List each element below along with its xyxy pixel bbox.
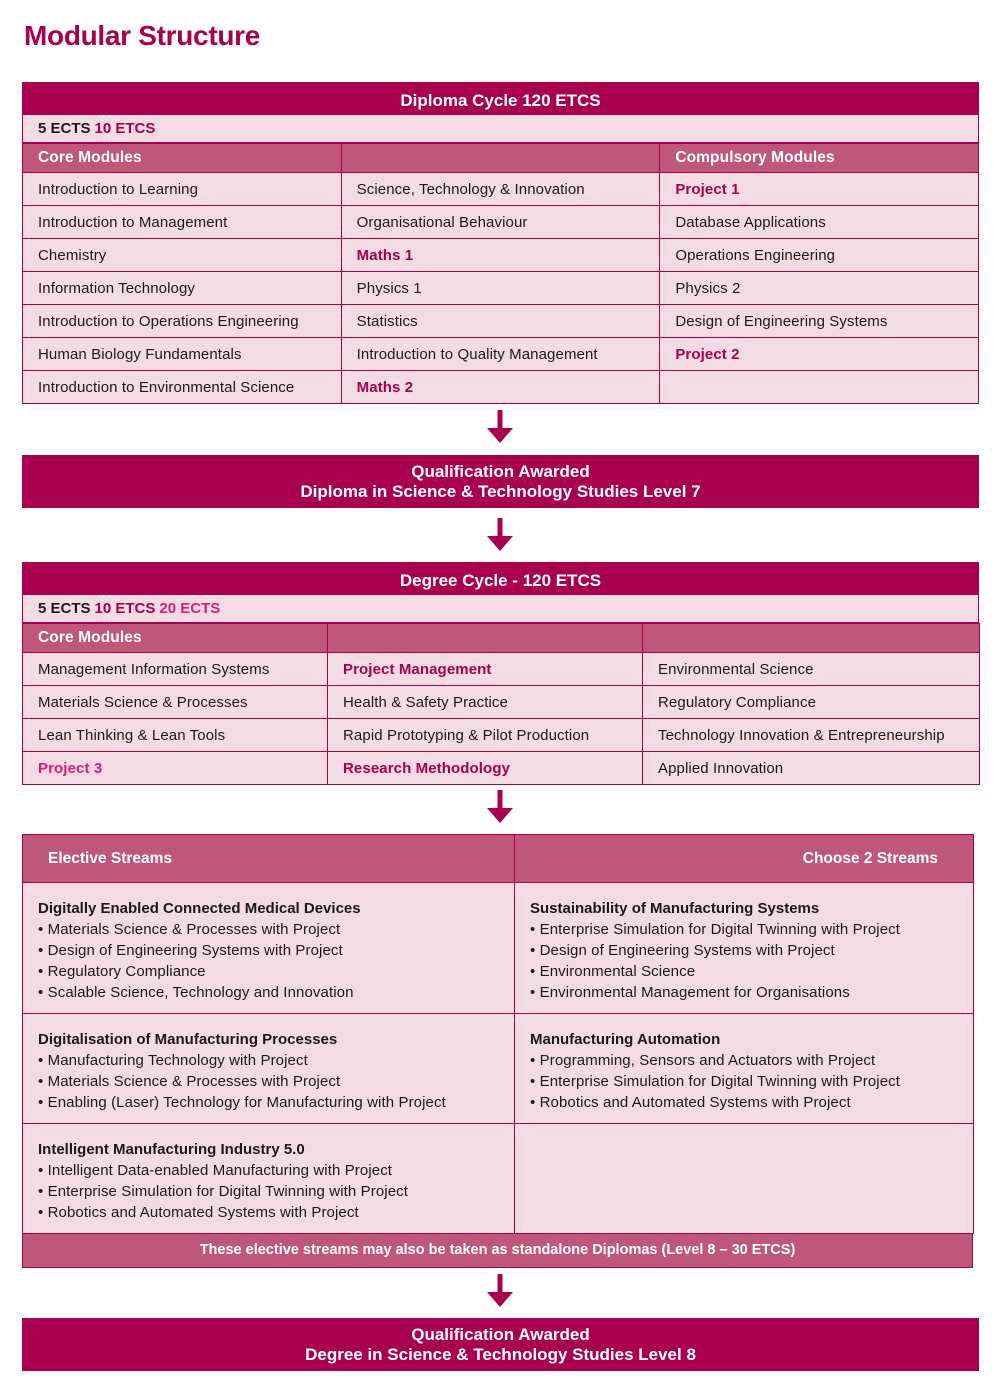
list-item: • Enterprise Simulation for Digital Twinning with Project	[530, 1073, 900, 1090]
module-cell: Database Applications	[660, 206, 979, 239]
module-cell: Information Technology	[23, 272, 342, 305]
core-modules-header: Core Modules	[23, 624, 328, 653]
module-cell: Introduction to Environmental Science	[23, 371, 342, 404]
module-cell: Regulatory Compliance	[643, 686, 980, 719]
module-cell: Introduction to Operations Engineering	[23, 305, 342, 338]
table-row	[23, 338, 979, 371]
module-cell: Design of Engineering Systems	[660, 305, 979, 338]
module-cell: Maths 2	[341, 371, 660, 404]
degree-cycle-section	[22, 562, 979, 785]
qualification-label: Qualification Awarded	[411, 462, 590, 481]
module-cell: Project 3	[23, 752, 328, 785]
module-cell: Health & Safety Practice	[328, 686, 643, 719]
module-cell	[660, 371, 979, 404]
list-item: • Design of Engineering Systems with Project	[530, 942, 835, 959]
ects-20-label: 20 ECTS	[159, 600, 221, 617]
page-title: Modular Structure	[24, 20, 261, 51]
stream-title: Sustainability of Manufacturing Systems	[530, 900, 820, 917]
ects-10-label: 10 ETCS	[94, 600, 156, 617]
ects-5-label: 5 ECTS	[38, 120, 91, 137]
degree-cycle-title: Degree Cycle - 120 ETCS	[22, 562, 979, 595]
stream-card	[23, 1124, 515, 1234]
stream-title: Digitalisation of Manufacturing Processes	[38, 1031, 338, 1048]
table-row	[23, 239, 979, 272]
diploma-cycle-title: Diploma Cycle 120 ETCS	[22, 82, 979, 115]
table-row	[23, 719, 980, 752]
empty-stream-card	[515, 1124, 974, 1234]
degree-ects-legend	[22, 595, 979, 623]
list-item: • Robotics and Automated Systems with Project	[530, 1094, 851, 1111]
qualification-name: Diploma in Science & Technology Studies Level 7	[300, 482, 701, 501]
module-cell: Chemistry	[23, 239, 342, 272]
degree-modules-table	[22, 623, 980, 785]
list-item: • Enterprise Simulation for Digital Twinning with Project	[530, 921, 900, 938]
module-cell: Materials Science & Processes	[23, 686, 328, 719]
module-cell: Research Methodology	[328, 752, 643, 785]
elective-streams-table	[22, 834, 974, 1234]
diploma-modules-table	[22, 143, 979, 404]
table-row	[23, 173, 979, 206]
module-cell: Science, Technology & Innovation	[341, 173, 660, 206]
module-cell: Operations Engineering	[660, 239, 979, 272]
list-item: • Enabling (Laser) Technology for Manufacturing with Project	[38, 1094, 446, 1111]
module-cell: Organisational Behaviour	[341, 206, 660, 239]
list-item: • Environmental Management for Organisations	[530, 984, 850, 1001]
list-item: • Intelligent Data-enabled Manufacturing with Project	[38, 1162, 393, 1179]
list-item: • Regulatory Compliance	[38, 963, 206, 980]
diploma-ects-legend	[22, 115, 979, 143]
down-arrow-icon	[485, 790, 515, 824]
stream-title: Digitally Enabled Connected Medical Devices	[38, 900, 361, 917]
module-cell: Physics 2	[660, 272, 979, 305]
stream-card	[515, 1014, 974, 1124]
module-cell: Technology Innovation & Entrepreneurship	[643, 719, 980, 752]
module-cell: Human Biology Fundamentals	[23, 338, 342, 371]
table-row	[23, 686, 980, 719]
diploma-cycle-section	[22, 82, 979, 404]
list-item: • Materials Science & Processes with Project	[38, 921, 341, 938]
table-row	[23, 272, 979, 305]
list-item: • Manufacturing Technology with Project	[38, 1052, 308, 1069]
table-row	[23, 206, 979, 239]
module-cell: Project Management	[328, 653, 643, 686]
column-header	[643, 624, 980, 653]
module-cell: Project 2	[660, 338, 979, 371]
module-cell: Lean Thinking & Lean Tools	[23, 719, 328, 752]
stream-title: Intelligent Manufacturing Industry 5.0	[38, 1141, 305, 1158]
module-cell: Physics 1	[341, 272, 660, 305]
core-modules-header: Core Modules	[23, 144, 342, 173]
table-row	[23, 305, 979, 338]
stream-card	[23, 1014, 515, 1124]
module-cell: Applied Innovation	[643, 752, 980, 785]
qualification-diploma-banner	[22, 455, 979, 508]
down-arrow-icon	[485, 410, 515, 444]
module-cell: Statistics	[341, 305, 660, 338]
list-item: • Materials Science & Processes with Project	[38, 1073, 341, 1090]
list-item: • Programming, Sensors and Actuators with Project	[530, 1052, 876, 1069]
choose-streams-header: Choose 2 Streams	[515, 835, 974, 883]
down-arrow-icon	[485, 518, 515, 552]
module-cell: Management Information Systems	[23, 653, 328, 686]
table-row	[23, 653, 980, 686]
list-item: • Scalable Science, Technology and Innovation	[38, 984, 354, 1001]
list-item: • Environmental Science	[530, 963, 696, 980]
qualification-name: Degree in Science & Technology Studies Level 8	[305, 1345, 696, 1364]
elective-streams-section	[22, 834, 973, 1268]
qualification-degree-banner	[22, 1318, 979, 1371]
down-arrow-icon	[485, 1274, 515, 1308]
elective-streams-note: These elective streams may also be taken as standalone Diplomas (Level 8 – 30 ETCS)	[22, 1234, 973, 1268]
table-row	[23, 752, 980, 785]
module-cell: Introduction to Quality Management	[341, 338, 660, 371]
elective-streams-header: Elective Streams	[23, 835, 515, 883]
module-cell: Introduction to Learning	[23, 173, 342, 206]
stream-card	[515, 883, 974, 1014]
module-cell: Project 1	[660, 173, 979, 206]
list-item: • Design of Engineering Systems with Project	[38, 942, 343, 959]
column-header	[341, 144, 660, 173]
ects-10-label: 10 ETCS	[94, 120, 156, 137]
stream-title: Manufacturing Automation	[530, 1031, 721, 1048]
compulsory-modules-header: Compulsory Modules	[660, 144, 979, 173]
table-row	[23, 371, 979, 404]
column-header	[328, 624, 643, 653]
list-item: • Enterprise Simulation for Digital Twinning with Project	[38, 1183, 408, 1200]
module-cell: Environmental Science	[643, 653, 980, 686]
list-item: • Robotics and Automated Systems with Project	[38, 1204, 359, 1221]
stream-card	[23, 883, 515, 1014]
module-cell: Rapid Prototyping & Pilot Production	[328, 719, 643, 752]
module-cell: Maths 1	[341, 239, 660, 272]
qualification-label: Qualification Awarded	[411, 1325, 590, 1344]
module-cell: Introduction to Management	[23, 206, 342, 239]
ects-5-label: 5 ECTS	[38, 600, 91, 617]
